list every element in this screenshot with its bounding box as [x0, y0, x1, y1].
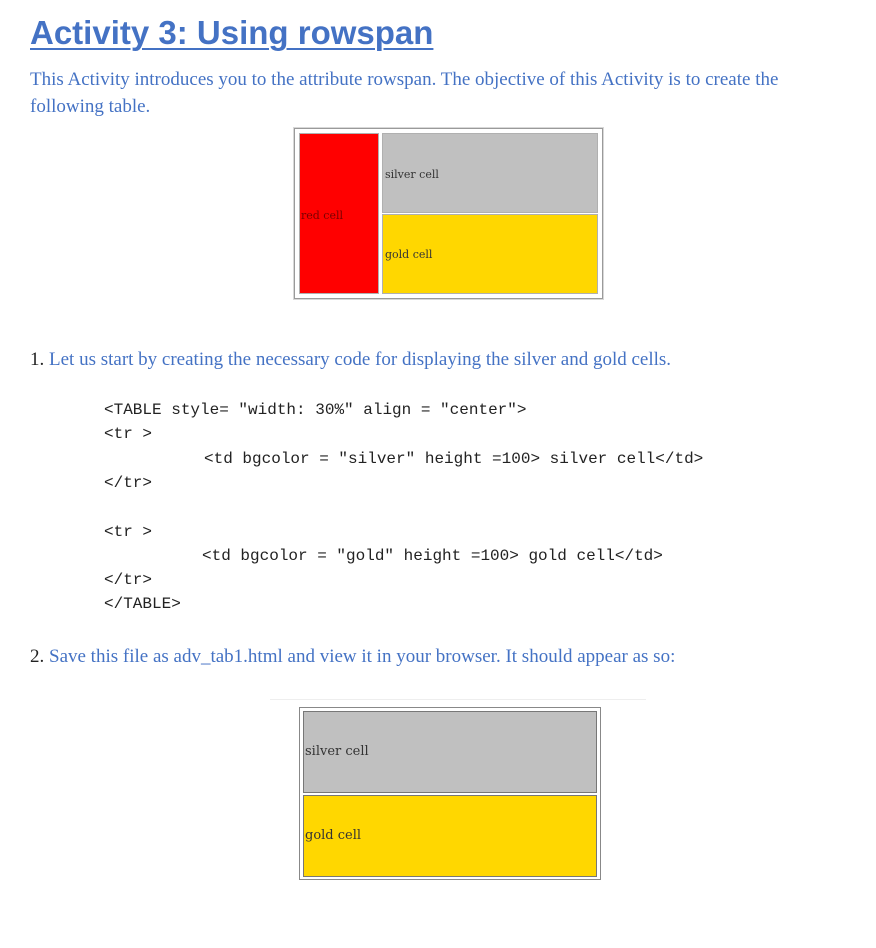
browser-result-figure [299, 707, 601, 880]
silver-cell [382, 133, 598, 213]
code-line: </tr> [104, 474, 153, 492]
activity-title: Activity 3: Using rowspan [30, 14, 434, 51]
step-1-text: Let us start by creating the necessary code for displaying the silver and gold cells. [49, 349, 672, 370]
step-1-number: 1. [30, 349, 45, 370]
code-line: <td bgcolor = "silver" height =100> silver cell</td> [204, 450, 704, 468]
gold-cell-label: gold cell [385, 248, 433, 261]
red-cell-label: red cell [301, 209, 344, 222]
code-line: <tr > [104, 523, 153, 541]
silver-cell-label: silver cell [385, 168, 439, 181]
silver-cell [303, 711, 597, 793]
intro-paragraph: This Activity introduces you to the attribute rowspan. The objective of this Activity is to create the following table. [30, 69, 779, 117]
step-2-number: 2. [30, 646, 45, 667]
gold-cell [303, 795, 597, 877]
code-line: <TABLE style= "width: 30%" align = "center"> [104, 401, 527, 419]
step-1 [30, 346, 671, 373]
code-line: <tr > [104, 425, 153, 443]
target-table-figure [294, 128, 603, 299]
gold-cell [382, 214, 598, 294]
code-line: <td bgcolor = "gold" height =100> gold cell</td> [202, 547, 663, 565]
step-2 [30, 643, 675, 670]
silver-cell-label: silver cell [305, 744, 369, 759]
step-2-text: Save this file as adv_tab1.html and view it in your browser. It should appear as so: [49, 646, 676, 667]
gold-cell-label: gold cell [305, 828, 362, 843]
red-cell [299, 133, 379, 294]
figure-divider [270, 699, 646, 700]
code-line: </tr> [104, 571, 153, 589]
code-line: </TABLE> [104, 595, 181, 613]
